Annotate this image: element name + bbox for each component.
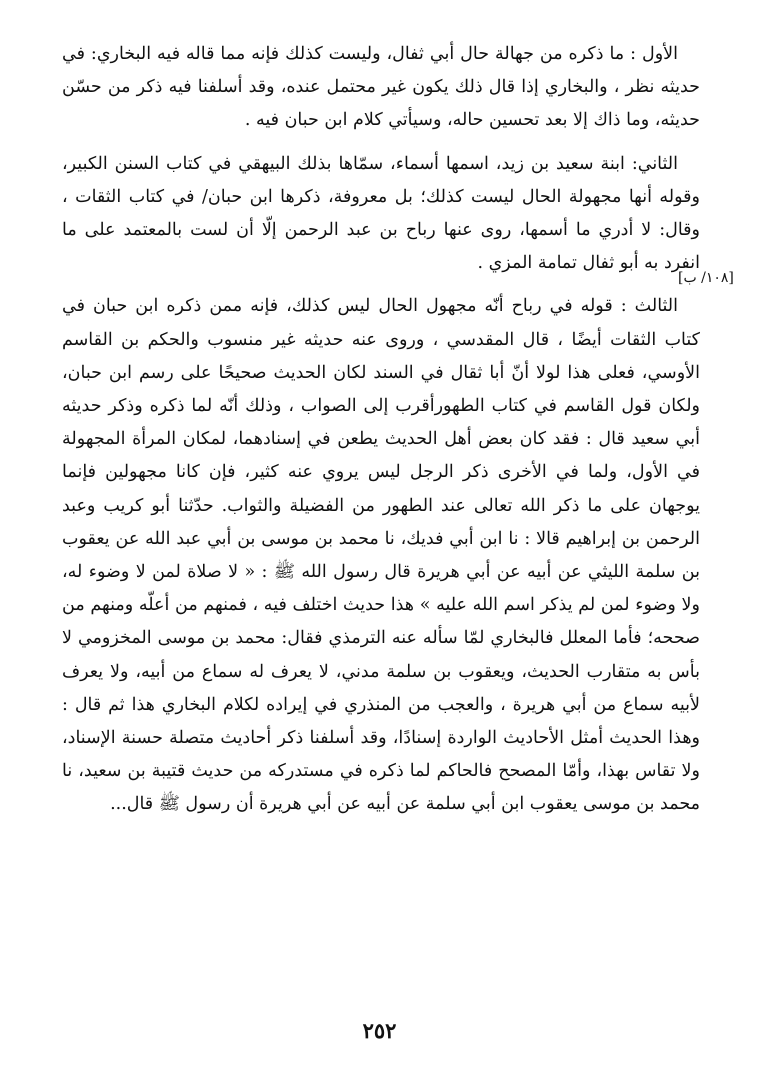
margin-folio-note: [١٠٨/ ب] <box>678 270 734 286</box>
paragraph-second: الثاني: ابنة سعيد بن زيد، اسمها أسماء، سمّاها بذلك البيهقي في كتاب السنن الكبير، وقوله أنها مجهولة الحال ليست كذلك؛ بل معروفة، ذكرها ابن حبان/ في كتاب الثقات ، وقال: لا أدري ما أسمها، روى عنها رباح بن عبد الرحمن إلّا أن لست بالمعتمد على ما انفرد به أبو ثفال تمامة المزي . <box>62 153 700 274</box>
paragraph-third: الثالث : قوله في رباح أنّه مجهول الحال ليس كذلك، فإنه ممن ذكره ابن حبان في كتاب الثقات أيضًا ، قال المقدسي ، وروى عنه حديثه غير منسوب والحكم بن القاسم الأوسي، فعلى هذا لولا أنّ أبا ثقال في السند لكان الحديث صحيحًا على رسم ابن حبان، ولكان قول القاسم في كتاب الطهورأقرب إلى الصواب ، وذلك أنّه لما ذكره وذكر حديثه أبي سعيد قال : فقد كان بعض أهل الحديث يطعن في إسنادهما، لمكان المرأة المجهولة في الأول، ولما في الأخرى ذكر الرجل ليس يروي عنه كثير، فإن كانا مجهولين فإنما يوجهان على ما ذكر الله تعالى عند الطهور من الفضيلة والثواب. حدّثنا أبو كريب وعبد الرحمن بن إبراهيم قالا : نا ابن أبي فديك، نا محمد بن موسى بن أبي عبد الله عن يعقوب بن سلمة الليثي عن أبيه عن أبي هريرة قال رسول الله ﷺ : « لا صلاة لمن لا وضوء له، ولا وضوء لمن لم يذكر اسم الله عليه » هذا حديث اختلف فيه ، فمنهم من أعلّه ومنهم من صححه؛ فأما المعلل فالبخاري لمّا سأله عنه الترمذي فقال: محمد بن موسى المخزومي لا بأس به متقارب الحديث، ويعقوب بن سلمة مدني، لا يعرف له سماع من أبيه، ولا يعرف لأبيه سماع من أبي هريرة ، والعجب من المنذري في إيراده لكلام البخاري هذا ثم قال : وهذا الحديث أمثل الأحاديث الواردة إسنادًا، وقد أسلفنا ذكر أحاديث متصلة حسنة الإسناد، ولا تقاس بهذا، وأمّا المصحح فالحاكم لما ذكره في مستدركه من حديث قتيبة بن سعيد، نا محمد بن موسى يعقوب ابن أبي سلمة عن أبيه عن أبي هريرة أن رسول ﷺ قال... <box>62 296 700 815</box>
page-number: ٢٥٢ <box>362 1018 397 1043</box>
paragraph-first: الأول : ما ذكره من جهالة حال أبي ثفال، وليست كذلك فإنه مما قاله فيه البخاري: في حديثه نظر ، والبخاري إذا قال ذلك يكون غير محتمل عنده، وقد أسلفنا فيه ذكر من حسّن حديثه، وما ذاك إلا بعد تحسين حاله، وسيأتي كلام ابن حبان فيه . <box>62 44 700 131</box>
main-text-block <box>62 38 700 822</box>
